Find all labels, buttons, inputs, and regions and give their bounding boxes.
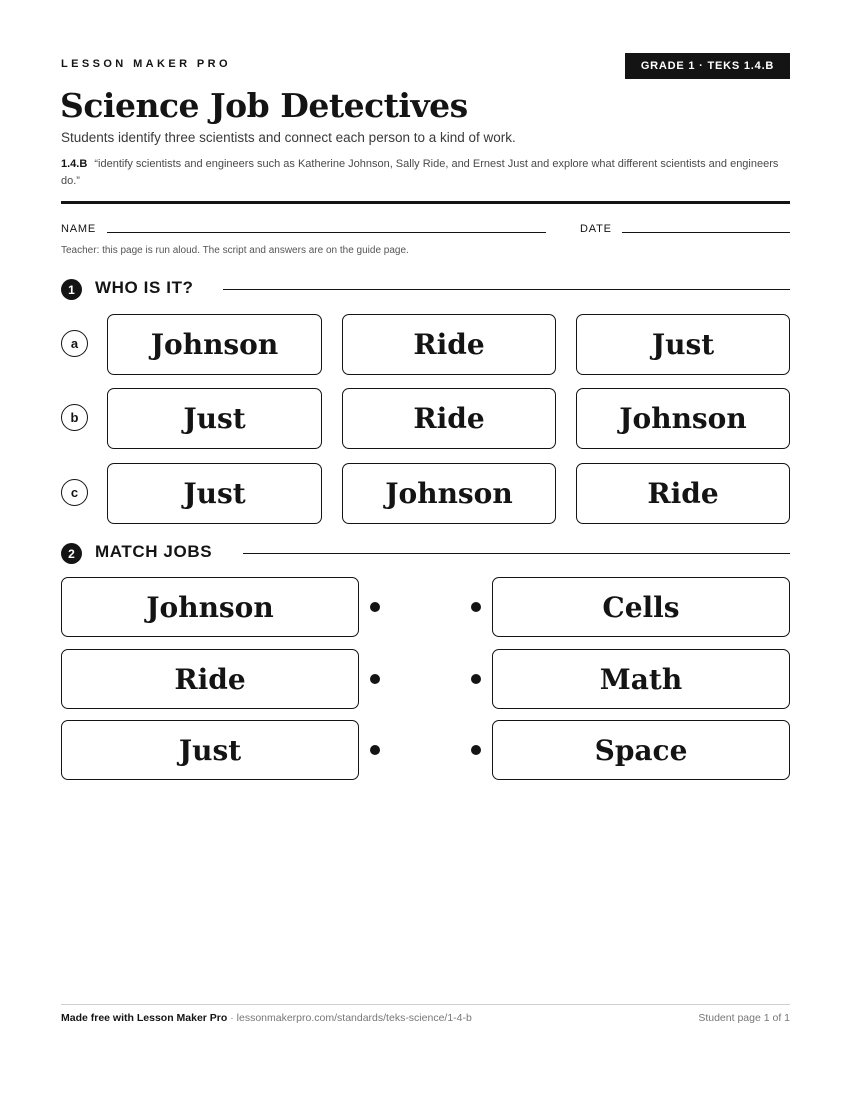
row-b-option-3[interactable]: Johnson xyxy=(576,388,790,449)
standard-code: 1.4.B xyxy=(61,158,88,170)
name-field[interactable] xyxy=(107,232,546,233)
brand-name: LESSON MAKER PRO xyxy=(61,58,231,70)
footer-url[interactable]: lessonmakerpro.com/standards/teks-science/1-4-b xyxy=(236,1012,472,1024)
grade-standard-badge: GRADE 1 · TEKS 1.4.B xyxy=(625,53,790,79)
section-1-title: WHO IS IT? xyxy=(95,278,194,297)
footer-separator: · xyxy=(227,1012,237,1024)
match-left-dot[interactable] xyxy=(370,674,380,684)
section-1-rule xyxy=(223,289,790,290)
header-divider xyxy=(61,201,790,204)
match-left-card[interactable]: Ride xyxy=(61,649,359,709)
section-2-rule xyxy=(243,553,790,554)
match-right-card[interactable]: Math xyxy=(492,649,790,709)
row-b-option-1[interactable]: Just xyxy=(107,388,322,449)
match-right-dot[interactable] xyxy=(471,745,481,755)
page-title: Science Job Detectives xyxy=(60,86,468,125)
date-field[interactable] xyxy=(622,232,790,233)
row-c-option-1[interactable]: Just xyxy=(107,463,322,524)
match-right-dot[interactable] xyxy=(471,674,481,684)
section-2-title: MATCH JOBS xyxy=(95,542,213,561)
row-a-option-2[interactable]: Ride xyxy=(342,314,556,375)
match-right-dot[interactable] xyxy=(471,602,481,612)
match-left-dot[interactable] xyxy=(370,602,380,612)
page-subtitle: Students identify three scientists and connect each person to a kind of work. xyxy=(61,130,516,145)
row-c-option-2[interactable]: Johnson xyxy=(342,463,556,524)
match-left-card[interactable]: Johnson xyxy=(61,577,359,637)
teacher-note: Teacher: this page is run aloud. The script and answers are on the guide page. xyxy=(61,245,409,256)
row-a-label: a xyxy=(61,330,88,357)
match-left-dot[interactable] xyxy=(370,745,380,755)
row-a-option-1[interactable]: Johnson xyxy=(107,314,322,375)
match-right-card[interactable]: Space xyxy=(492,720,790,780)
footer-divider xyxy=(61,1004,790,1005)
standard-text: “identify scientists and engineers such as Katherine Johnson, Sally Ride, and Ernest Just and explore what different scientists and engineers do.” xyxy=(61,158,779,187)
section-1-number: 1 xyxy=(61,279,82,300)
row-a-option-3[interactable]: Just xyxy=(576,314,790,375)
footer-page-number: Student page 1 of 1 xyxy=(698,1012,790,1024)
date-label: DATE xyxy=(580,223,612,235)
section-2-number: 2 xyxy=(61,543,82,564)
row-c-label: c xyxy=(61,479,88,506)
row-b-label: b xyxy=(61,404,88,431)
footer-made-with: Made free with Lesson Maker Pro xyxy=(61,1012,228,1024)
match-left-card[interactable]: Just xyxy=(61,720,359,780)
standard-description xyxy=(61,156,791,190)
row-b-option-2[interactable]: Ride xyxy=(342,388,556,449)
name-label: NAME xyxy=(61,223,96,235)
row-c-option-3[interactable]: Ride xyxy=(576,463,790,524)
match-right-card[interactable]: Cells xyxy=(492,577,790,637)
footer-credit xyxy=(61,1012,472,1024)
